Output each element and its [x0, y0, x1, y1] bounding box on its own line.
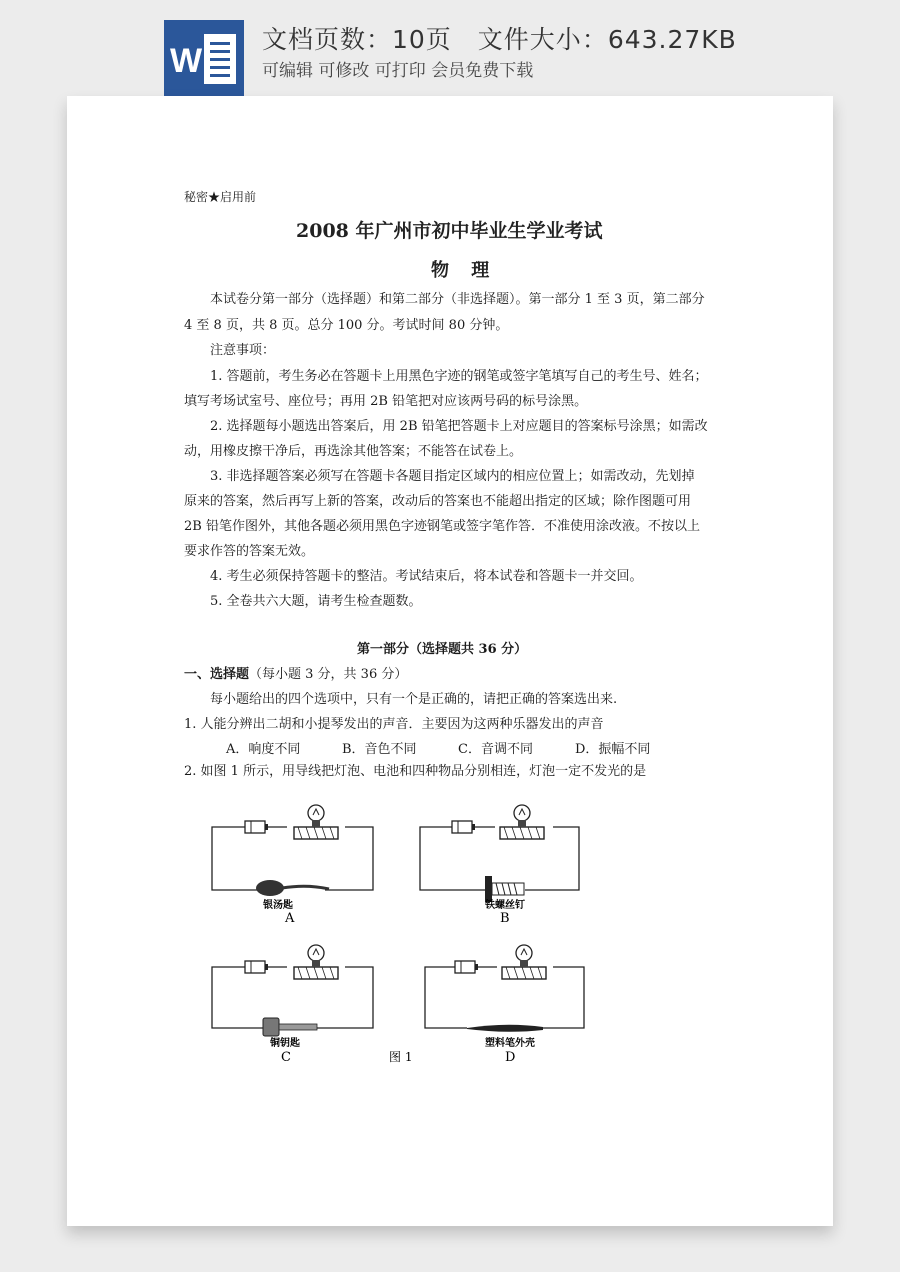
word-icon-letter: W — [170, 42, 203, 80]
label-d-item: 塑料笔外壳 — [485, 1038, 535, 1049]
notice-3a: 3. 非选择题答案必须写在答题卡各题目指定区域内的相应位置上；如需改动，先划掉 — [210, 469, 695, 484]
figure-1-circuits — [67, 96, 833, 1226]
secret-label: 秘密★启用前 — [184, 190, 257, 204]
document-page — [67, 96, 833, 1226]
subject-title: 物 理 — [431, 260, 498, 281]
exam-title: 2008 年广州市初中毕业生学业考试 — [296, 220, 603, 242]
circuit-d — [425, 945, 584, 1032]
notice-2a: 2. 选择题每小题选出答案后，用 2B 铅笔把答题卡上对应题目的答案标号涂黑；如需改 — [210, 419, 708, 434]
section1-description: 每小题给出的四个选项中，只有一个是正确的，请把正确的答案选出来. — [210, 692, 618, 707]
copper-key-object — [263, 1018, 317, 1036]
iron-screw-object — [485, 876, 524, 902]
question-2: 2. 如图 1 所示，用导线把灯泡、电池和四种物品分别相连，灯泡一定不发光的是 — [184, 764, 647, 779]
download-banner — [0, 0, 900, 96]
figure-caption: 图 1 — [389, 1050, 413, 1064]
q1-option-d: D．振幅不同 — [575, 742, 651, 757]
section1-title: 一、选择题 — [184, 667, 250, 682]
intro-line-1: 本试卷分第一部分（选择题）和第二部分（非选择题）。第一部分 1 至 3 页，第二部分 — [210, 292, 705, 307]
notice-1b: 填写考场试室号、座位号；再用 2B 铅笔把对应该两号码的标号涂黑。 — [184, 394, 588, 409]
banner-subtitle: 可编辑 可修改 可打印 会员免费下载 — [262, 61, 534, 81]
notice-5: 5. 全卷共六大题，请考生检查题数。 — [210, 594, 422, 609]
silver-spoon-object — [256, 880, 329, 896]
notice-heading: 注意事项： — [210, 343, 276, 358]
label-c-item: 铜钥匙 — [270, 1038, 300, 1049]
circuit-b — [420, 805, 579, 902]
intro-line-2: 4 至 8 页，共 8 页。总分 100 分。考试时间 80 分钟。 — [184, 318, 509, 333]
label-a-letter: A — [285, 911, 295, 926]
notice-3c: 2B 铅笔作图外，其他各题必须用黑色字迹钢笔或签字笔作答．不准使用涂改液。不按以上 — [184, 519, 700, 534]
q1-option-b: B．音色不同 — [342, 742, 417, 757]
notice-3b: 原来的答案，然后再写上新的答案，改动后的答案也不能超出指定的区域；除作图题可用 — [184, 494, 692, 509]
section1-scoring: （每小题 3 分，共 36 分） — [249, 667, 408, 682]
q1-option-c: C．音调不同 — [458, 742, 533, 757]
label-c-letter: C — [281, 1050, 291, 1065]
circuit-c — [212, 945, 373, 1036]
plastic-pen-shell-object — [467, 1025, 543, 1032]
question-1: 1. 人能分辨出二胡和小提琴发出的声音．主要因为这两种乐器发出的声音 — [184, 717, 604, 732]
notice-2b: 动，用橡皮擦干净后，再选涂其他答案；不能答在试卷上。 — [184, 444, 523, 459]
word-document-icon — [164, 20, 244, 96]
part1-heading: 第一部分（选择题共 36 分） — [357, 642, 528, 657]
notice-3d: 要求作答的答案无效。 — [184, 544, 315, 559]
label-a-item: 银汤匙 — [263, 900, 293, 911]
label-b-item: 铁螺丝钉 — [485, 900, 525, 911]
banner-title: 文档页数：10页 文件大小：643.27KB — [262, 25, 737, 54]
label-b-letter: B — [500, 911, 510, 926]
circuit-a — [212, 805, 373, 896]
notice-1a: 1. 答题前，考生务必在答题卡上用黑色字迹的钢笔或签字笔填写自己的考生号、姓名； — [210, 369, 708, 384]
label-d-letter: D — [505, 1050, 516, 1065]
notice-4: 4. 考生必须保持答题卡的整洁。考试结束后，将本试卷和答题卡一并交回。 — [210, 569, 643, 584]
q1-option-a: A．响度不同 — [226, 742, 301, 757]
